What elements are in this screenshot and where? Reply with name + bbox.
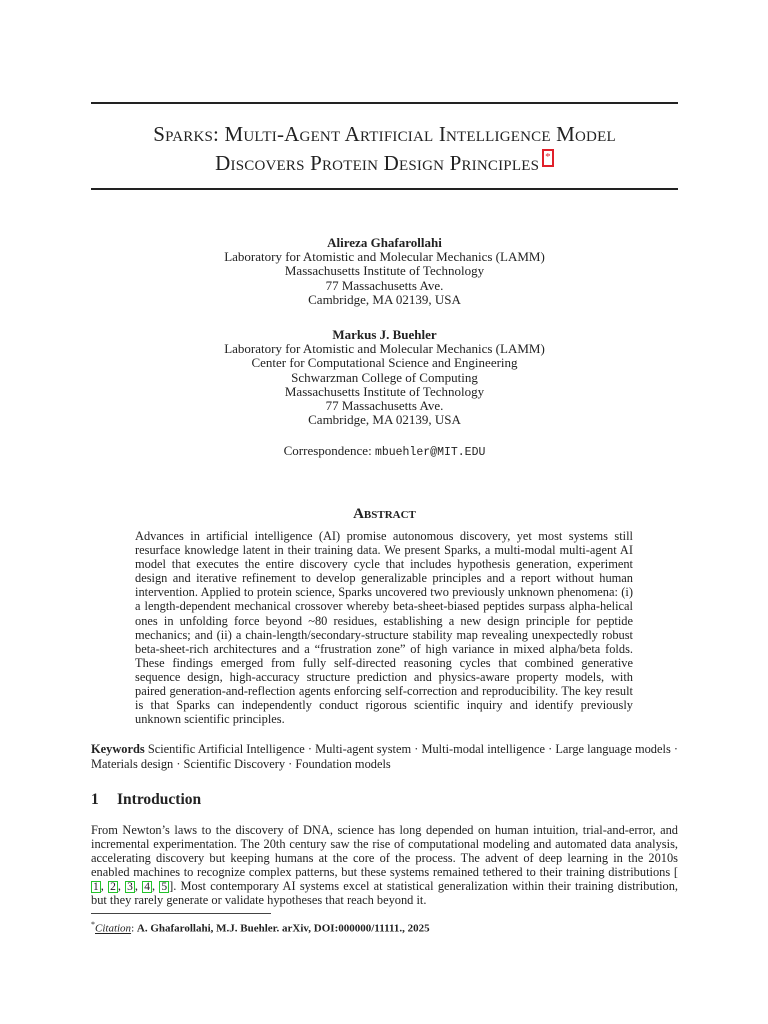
keywords-text: Scientific Artificial Intelligence · Multi-agent system · Multi-modal intelligence · Large language models · Materials design · Scientific Discovery · Foundation models [91,742,678,771]
author-block-2 [91,328,678,427]
footnote: *Citation: A. Ghafarollahi, M.J. Buehler. arXiv, DOI:000000/11111., 2025 [91,920,430,935]
citation-link[interactable]: 3 [127,880,133,893]
title-bottom-rule [91,188,678,190]
author-block-1 [91,236,678,307]
correspondence-email[interactable]: mbuehler@MIT.EDU [374,446,486,459]
correspondence-label: Correspondence: [283,443,372,458]
title-top-rule [91,102,678,104]
citation-link[interactable]: 4 [144,880,150,893]
author-affiliation-line: Laboratory for Atomistic and Molecular Mechanics (LAMM) [224,249,545,265]
intro-paragraph: From Newton’s laws to the discovery of DNA, science has long depended on human intuition, trial-and-error, and incremental experimentation. The 20th century saw the rise of computational modeling and automated data analysis, accelerating discovery but keeping humans at the core of the process. The advent of deep learning in the 2010s enabled machines to recognize complex patterns, but these systems remained tethered to their training distributions [1 , 2 , 3 , 4 , 5 ]. Most contemporary AI systems excel at statistical generalization within their training distribution, but they rarely generate or validate hypotheses that reach beyond it. [91,823,679,907]
citation-link[interactable]: 2 [110,880,116,893]
paper-title [91,120,678,178]
author-affiliation-line: Laboratory for Atomistic and Molecular Mechanics (LAMM) [224,341,545,357]
section-heading [91,791,201,809]
section-number: 1 [91,791,99,808]
keywords-label: Keywords [91,742,145,756]
title-line-1: Sparks: Multi-Agent Artificial Intelligence Model [153,122,616,146]
author-affiliation-line: Schwarzman College of Computing [291,369,478,385]
author-affiliation-line: Center for Computational Science and Engineering [251,355,518,371]
section-title: Introduction [117,791,202,808]
footnote-rule [91,913,271,914]
abstract-text: Advances in artificial intelligence (AI) promise autonomous discovery, yet most systems still resurface knowledge latent in their training data. We present Sparks, a multi-modal multi-agent AI model that executes the entire discovery cycle that includes hypothesis generation, experiment design and iterative refinement to develop generalizable principles and a report without human intervention. Applied to protein science, Sparks uncovered two previously unknown phenomena: (i) a length-dependent mechanical crossover whereby beta-sheet-biased peptides surpass alpha-helical ones in unfolding force beyond ~80 residues, establishing a new design principle for peptide mechanics; and (ii) a chain-length/secondary-structure stability map revealing unexpectedly robust beta-sheet-rich architectures and a “frustration zone” of high variance in mixed alpha/beta folds. These findings emerged from fully self-directed reasoning cycles that combined generative sequence design, high-accuracy structure prediction and physics-aware property models, with paired generation-and-reflection agents enforcing self-correction and reproducibility. The key result is that Sparks can independently conduct rigorous scientific inquiry and identify previously unknown scientific principles. [135,529,633,727]
author-name: Alireza Ghafarollahi [327,235,442,250]
author-name: Markus J. Buehler [332,327,437,342]
footnote-label: Citation [95,922,132,935]
citation-link[interactable]: 5 [161,880,168,893]
author-affiliation-line: Cambridge, MA 02139, USA [308,412,461,428]
title-line-2 [91,149,678,178]
author-affiliation-line: Massachusetts Institute of Technology [284,383,485,399]
title-footnote-link[interactable]: * [542,149,554,167]
citation-link[interactable]: 1 [93,880,99,893]
footnote-content: A. Ghafarollahi, M.J. Buehler. arXiv, DOI:000000/11111., 2025 [136,922,430,935]
author-affiliation-line: Cambridge, MA 02139, USA [308,291,461,307]
title-line-2-text: Discovers Protein Design Principles [215,151,540,175]
footnote-mark: * [91,920,95,929]
intro-text-before: From Newton’s laws to the discovery of DNA, science has long depended on human intuition, trial-and-error, and incremental experimentation. The 20th century saw the rise of computational modeling and automated data analysis, accelerating discovery but keeping humans at the core of the process. The advent of deep learning in the 2010s enabled machines to recognize complex patterns, but these systems remained tethered to their training distributions [91,823,678,879]
keywords [91,742,678,771]
intro-text-after: . Most contemporary AI systems excel at statistical generalization within their training distribution, but they rarely generate or validate hypotheses that reach beyond it. [91,878,679,907]
author-affiliation-line: 77 Massachusetts Ave. [325,398,444,414]
author-affiliation-line: Massachusetts Institute of Technology [284,263,485,279]
abstract-heading: Abstract [353,506,416,522]
author-affiliation-line: 77 Massachusetts Ave. [325,277,444,293]
correspondence [91,443,678,459]
